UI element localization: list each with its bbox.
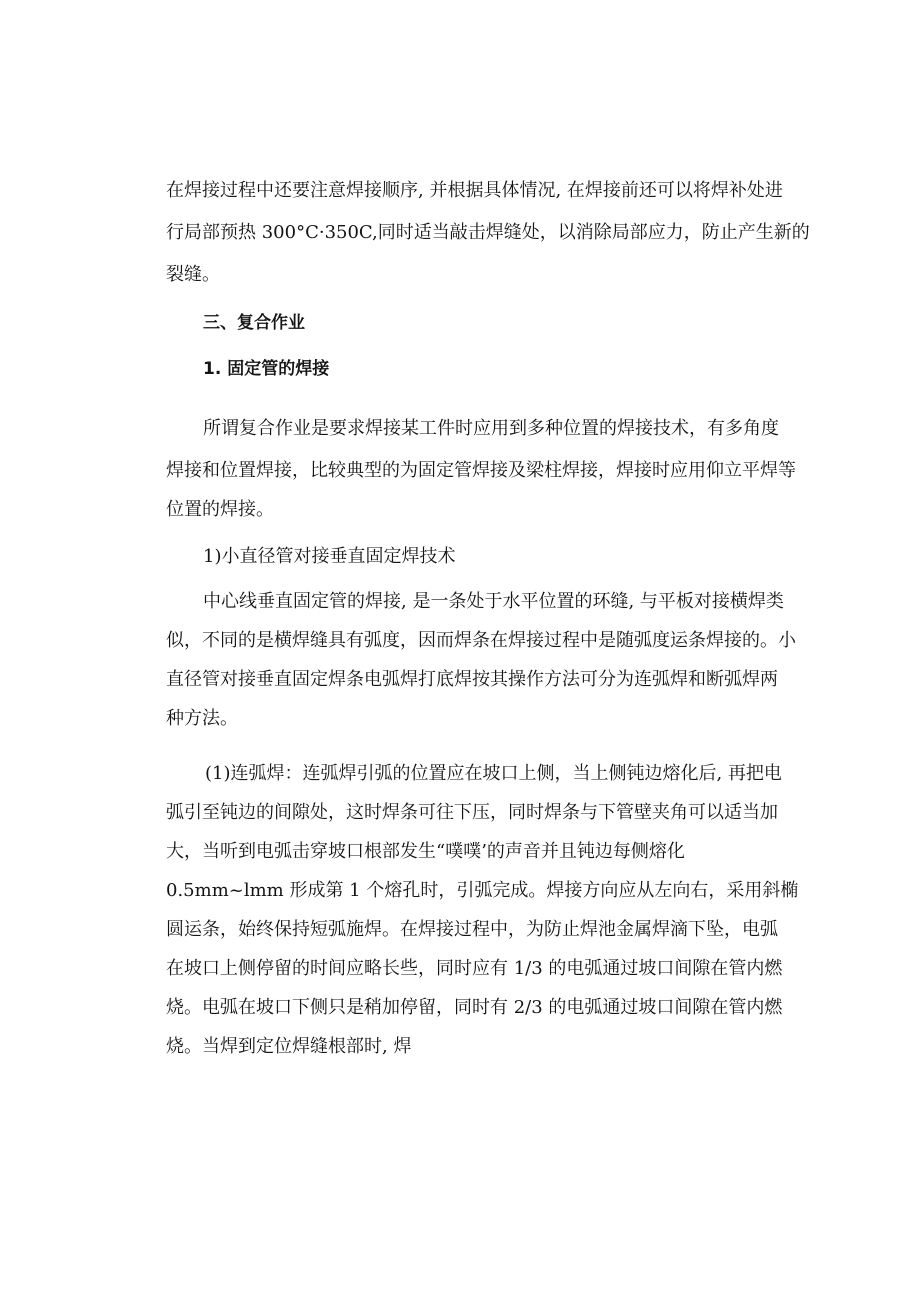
paragraph-4-line-8: 烧。当焊到定位焊缝根部时, 焊 [166, 1036, 412, 1057]
sub-item-heading: 1)小直径管对接垂直固定焊技术 [203, 546, 456, 567]
paragraph-2-line-2: 焊接和位置焊接，比较典型的为固定管焊接及梁柱焊接，焊接时应用仰立平焊等 [166, 460, 796, 481]
paragraph-4-line-3: 大，当听到电弧击穿坡口根部发生“噗噗’的声音并且钝边每侧熔化 [166, 841, 685, 862]
paragraph-3-line-1: 中心线垂直固定管的焊接, 是一条处于水平位置的环缝, 与平板对接横焊类 [203, 591, 784, 612]
paragraph-4-line-7: 烧。电弧在坡口下侧只是稍加停留，同时有 2/3 的电弧通过坡口间隙在管内燃 [166, 997, 783, 1018]
paragraph-4-line-2: 弧引至钝边的间隙处，这时焊条可往下压，同时焊条与下管壁夹角可以适当加 [166, 802, 778, 823]
paragraph-2-line-3: 位置的焊接。 [166, 499, 274, 520]
paragraph-1-line-3: 裂缝。 [166, 264, 220, 285]
paragraph-3-line-2: 似，不同的是横焊缝具有弧度，因而焊条在焊接过程中是随弧度运条焊接的。小 [166, 630, 796, 651]
paragraph-1-line-1: 在焊接过程中还要注意焊接顺序, 并根据具体情况, 在焊接前还可以将焊补处进 [166, 180, 783, 201]
paragraph-4-line-1: (1)连弧焊：连弧焊引弧的位置应在坡口上侧，当上侧钝边熔化后, 再把电 [205, 763, 782, 784]
paragraph-4-line-6: 在坡口上侧停留的时间应略长些，同时应有 1/3 的电弧通过坡口间隙在管内燃 [166, 958, 783, 979]
paragraph-3-line-4: 种方法。 [166, 708, 238, 729]
subsection-heading: 1. 固定管的焊接 [203, 359, 330, 379]
paragraph-4-line-4: 0.5mm~lmm 形成第 1 个熔孔时，引弧完成。焊接方向应从左向右，采用斜椭 [166, 880, 799, 901]
paragraph-2-line-1: 所谓复合作业是要求焊接某工件时应用到多种位置的焊接技术，有多角度 [203, 418, 779, 439]
paragraph-1-line-2: 行局部预热 300°C·350C,同时适当敲击焊缝处，以消除局部应力，防止产生新的 [166, 222, 810, 243]
paragraph-3-line-3: 直径管对接垂直固定焊条电弧焊打底焊按其操作方法可分为连弧焊和断弧焊两 [166, 669, 778, 690]
section-heading: 三、复合作业 [203, 313, 305, 333]
paragraph-4-line-5: 圆运条，始终保持短弧施焊。在焊接过程中，为防止焊池金属焊滴下坠，电弧 [166, 919, 778, 940]
